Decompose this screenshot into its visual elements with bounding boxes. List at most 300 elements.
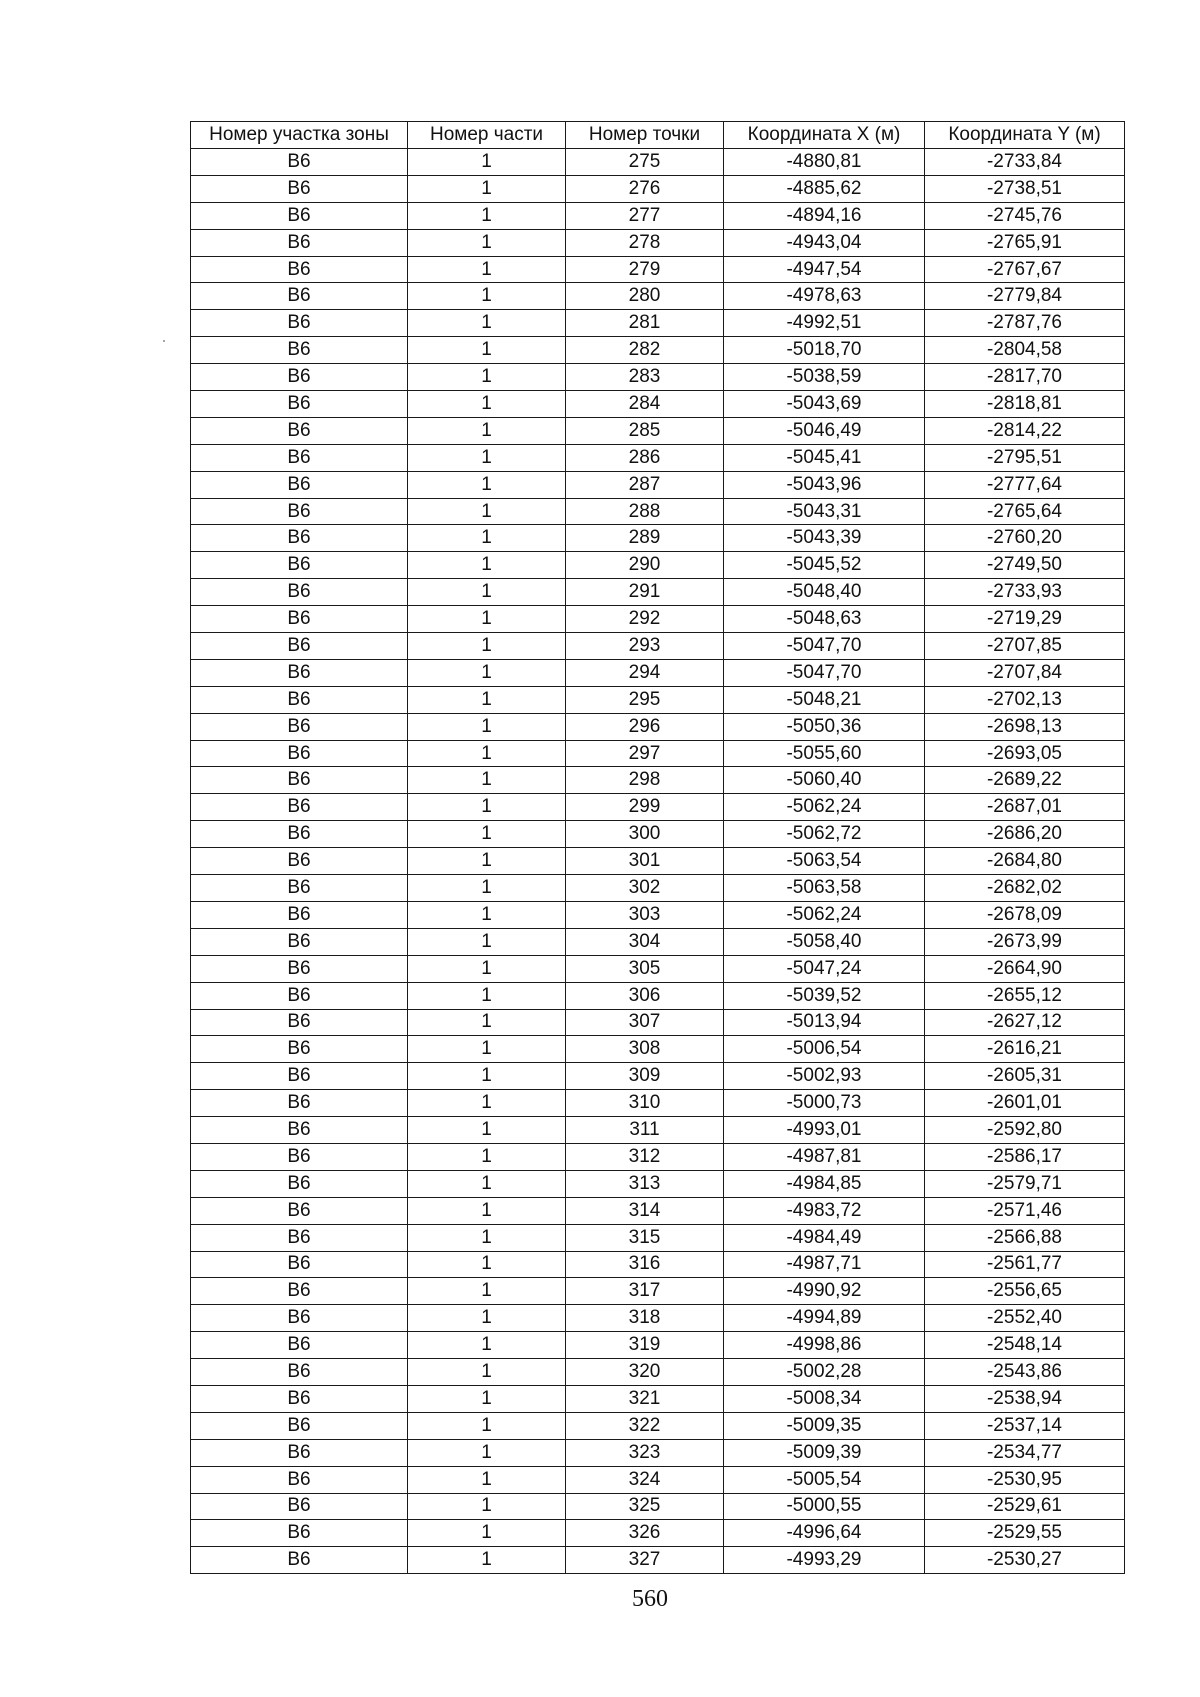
cell-zone-section: В6 [191, 283, 408, 310]
cell-coordinate-y: -2760,20 [925, 525, 1125, 552]
cell-part-number: 1 [408, 1224, 566, 1251]
header-zone-section: Номер участка зоны [191, 122, 408, 149]
cell-coordinate-y: -2616,21 [925, 1036, 1125, 1063]
cell-zone-section: В6 [191, 552, 408, 579]
cell-coordinate-y: -2627,12 [925, 1009, 1125, 1036]
cell-coordinate-y: -2765,64 [925, 498, 1125, 525]
header-row [191, 122, 1125, 149]
cell-coordinate-y: -2538,94 [925, 1385, 1125, 1412]
cell-part-number: 1 [408, 552, 566, 579]
cell-point-number: 277 [566, 202, 724, 229]
cell-coordinate-x: -5047,24 [724, 955, 925, 982]
cell-zone-section: В6 [191, 1063, 408, 1090]
cell-coordinate-y: -2686,20 [925, 821, 1125, 848]
cell-zone-section: В6 [191, 713, 408, 740]
cell-zone-section: В6 [191, 794, 408, 821]
cell-coordinate-y: -2543,86 [925, 1359, 1125, 1386]
cell-part-number: 1 [408, 740, 566, 767]
cell-part-number: 1 [408, 1305, 566, 1332]
cell-zone-section: В6 [191, 821, 408, 848]
cell-coordinate-y: -2684,80 [925, 848, 1125, 875]
cell-coordinate-x: -4993,29 [724, 1547, 925, 1574]
header-part-number: Номер части [408, 122, 566, 149]
cell-part-number: 1 [408, 1090, 566, 1117]
scan-speck [163, 340, 165, 342]
cell-coordinate-x: -5005,54 [724, 1466, 925, 1493]
cell-coordinate-x: -5062,24 [724, 901, 925, 928]
cell-zone-section: В6 [191, 1251, 408, 1278]
cell-coordinate-y: -2534,77 [925, 1439, 1125, 1466]
table-row [191, 1036, 1125, 1063]
table-row [191, 579, 1125, 606]
cell-part-number: 1 [408, 955, 566, 982]
cell-zone-section: В6 [191, 901, 408, 928]
cell-zone-section: В6 [191, 229, 408, 256]
table-row [191, 149, 1125, 176]
table-row [191, 1090, 1125, 1117]
cell-coordinate-x: -5055,60 [724, 740, 925, 767]
cell-coordinate-x: -5062,72 [724, 821, 925, 848]
table-row [191, 471, 1125, 498]
cell-point-number: 311 [566, 1117, 724, 1144]
cell-coordinate-x: -5043,96 [724, 471, 925, 498]
cell-zone-section: В6 [191, 364, 408, 391]
cell-coordinate-x: -4983,72 [724, 1197, 925, 1224]
cell-coordinate-y: -2601,01 [925, 1090, 1125, 1117]
cell-coordinate-x: -5063,58 [724, 875, 925, 902]
cell-coordinate-y: -2530,27 [925, 1547, 1125, 1574]
cell-point-number: 320 [566, 1359, 724, 1386]
cell-coordinate-y: -2779,84 [925, 283, 1125, 310]
cell-zone-section: В6 [191, 955, 408, 982]
cell-coordinate-x: -5048,63 [724, 606, 925, 633]
cell-zone-section: В6 [191, 202, 408, 229]
cell-coordinate-y: -2719,29 [925, 606, 1125, 633]
cell-point-number: 310 [566, 1090, 724, 1117]
table-row [191, 848, 1125, 875]
cell-point-number: 282 [566, 337, 724, 364]
cell-coordinate-y: -2586,17 [925, 1143, 1125, 1170]
cell-coordinate-x: -4987,81 [724, 1143, 925, 1170]
cell-coordinate-x: -5045,52 [724, 552, 925, 579]
cell-coordinate-y: -2804,58 [925, 337, 1125, 364]
table-row [191, 1063, 1125, 1090]
cell-coordinate-x: -4885,62 [724, 175, 925, 202]
cell-point-number: 287 [566, 471, 724, 498]
cell-coordinate-x: -4984,85 [724, 1170, 925, 1197]
cell-point-number: 326 [566, 1520, 724, 1547]
cell-coordinate-y: -2814,22 [925, 417, 1125, 444]
cell-zone-section: В6 [191, 1466, 408, 1493]
cell-coordinate-y: -2795,51 [925, 444, 1125, 471]
cell-point-number: 309 [566, 1063, 724, 1090]
cell-part-number: 1 [408, 875, 566, 902]
cell-zone-section: В6 [191, 498, 408, 525]
cell-point-number: 286 [566, 444, 724, 471]
cell-point-number: 297 [566, 740, 724, 767]
cell-part-number: 1 [408, 525, 566, 552]
cell-zone-section: В6 [191, 740, 408, 767]
cell-zone-section: В6 [191, 1197, 408, 1224]
cell-coordinate-x: -4894,16 [724, 202, 925, 229]
cell-point-number: 296 [566, 713, 724, 740]
table-row [191, 659, 1125, 686]
cell-zone-section: В6 [191, 1359, 408, 1386]
cell-coordinate-y: -2787,76 [925, 310, 1125, 337]
cell-zone-section: В6 [191, 417, 408, 444]
cell-part-number: 1 [408, 1143, 566, 1170]
cell-coordinate-x: -5060,40 [724, 767, 925, 794]
table-row [191, 310, 1125, 337]
cell-zone-section: В6 [191, 848, 408, 875]
cell-coordinate-y: -2689,22 [925, 767, 1125, 794]
cell-part-number: 1 [408, 633, 566, 660]
table-row [191, 740, 1125, 767]
cell-point-number: 303 [566, 901, 724, 928]
table-row [191, 1197, 1125, 1224]
header-coordinate-y: Координата Y (м) [925, 122, 1125, 149]
table-row [191, 1385, 1125, 1412]
cell-point-number: 280 [566, 283, 724, 310]
cell-zone-section: В6 [191, 579, 408, 606]
cell-part-number: 1 [408, 337, 566, 364]
cell-coordinate-x: -4990,92 [724, 1278, 925, 1305]
cell-point-number: 295 [566, 686, 724, 713]
cell-point-number: 281 [566, 310, 724, 337]
cell-coordinate-x: -5062,24 [724, 794, 925, 821]
cell-coordinate-x: -4880,81 [724, 149, 925, 176]
cell-part-number: 1 [408, 283, 566, 310]
cell-zone-section: В6 [191, 1143, 408, 1170]
cell-coordinate-y: -2698,13 [925, 713, 1125, 740]
cell-point-number: 300 [566, 821, 724, 848]
cell-part-number: 1 [408, 1439, 566, 1466]
cell-coordinate-x: -5046,49 [724, 417, 925, 444]
cell-point-number: 284 [566, 391, 724, 418]
cell-part-number: 1 [408, 1036, 566, 1063]
cell-coordinate-y: -2707,85 [925, 633, 1125, 660]
cell-part-number: 1 [408, 794, 566, 821]
cell-coordinate-x: -5018,70 [724, 337, 925, 364]
cell-part-number: 1 [408, 229, 566, 256]
cell-coordinate-y: -2529,61 [925, 1493, 1125, 1520]
cell-point-number: 306 [566, 982, 724, 1009]
table-row [191, 1547, 1125, 1574]
cell-part-number: 1 [408, 1359, 566, 1386]
cell-point-number: 289 [566, 525, 724, 552]
cell-zone-section: В6 [191, 767, 408, 794]
table-row [191, 606, 1125, 633]
table-row [191, 229, 1125, 256]
cell-zone-section: В6 [191, 1036, 408, 1063]
cell-coordinate-x: -4998,86 [724, 1332, 925, 1359]
cell-coordinate-y: -2693,05 [925, 740, 1125, 767]
cell-point-number: 292 [566, 606, 724, 633]
cell-point-number: 327 [566, 1547, 724, 1574]
cell-coordinate-x: -5047,70 [724, 633, 925, 660]
table-row [191, 337, 1125, 364]
cell-zone-section: В6 [191, 1117, 408, 1144]
cell-point-number: 312 [566, 1143, 724, 1170]
cell-part-number: 1 [408, 901, 566, 928]
cell-coordinate-y: -2745,76 [925, 202, 1125, 229]
cell-coordinate-y: -2682,02 [925, 875, 1125, 902]
cell-coordinate-y: -2561,77 [925, 1251, 1125, 1278]
cell-coordinate-y: -2537,14 [925, 1412, 1125, 1439]
cell-zone-section: В6 [191, 1278, 408, 1305]
cell-zone-section: В6 [191, 149, 408, 176]
cell-coordinate-x: -5000,55 [724, 1493, 925, 1520]
cell-part-number: 1 [408, 1547, 566, 1574]
cell-part-number: 1 [408, 310, 566, 337]
cell-coordinate-x: -5013,94 [724, 1009, 925, 1036]
cell-zone-section: В6 [191, 686, 408, 713]
table-row [191, 794, 1125, 821]
cell-part-number: 1 [408, 1493, 566, 1520]
cell-zone-section: В6 [191, 875, 408, 902]
table-header [191, 122, 1125, 149]
cell-zone-section: В6 [191, 1439, 408, 1466]
cell-point-number: 301 [566, 848, 724, 875]
cell-coordinate-x: -5043,31 [724, 498, 925, 525]
cell-part-number: 1 [408, 1170, 566, 1197]
cell-part-number: 1 [408, 659, 566, 686]
cell-zone-section: В6 [191, 982, 408, 1009]
cell-coordinate-y: -2664,90 [925, 955, 1125, 982]
cell-coordinate-x: -4996,64 [724, 1520, 925, 1547]
cell-coordinate-x: -5043,39 [724, 525, 925, 552]
cell-point-number: 288 [566, 498, 724, 525]
cell-coordinate-x: -5008,34 [724, 1385, 925, 1412]
table-row [191, 955, 1125, 982]
table-row [191, 1359, 1125, 1386]
cell-point-number: 322 [566, 1412, 724, 1439]
cell-coordinate-x: -5009,39 [724, 1439, 925, 1466]
cell-part-number: 1 [408, 1117, 566, 1144]
table-body [191, 149, 1125, 1574]
cell-part-number: 1 [408, 821, 566, 848]
cell-point-number: 290 [566, 552, 724, 579]
table-row [191, 1009, 1125, 1036]
cell-part-number: 1 [408, 848, 566, 875]
table-row [191, 1117, 1125, 1144]
cell-zone-section: В6 [191, 337, 408, 364]
table-row [191, 202, 1125, 229]
cell-coordinate-x: -5047,70 [724, 659, 925, 686]
cell-zone-section: В6 [191, 1332, 408, 1359]
cell-coordinate-x: -5002,28 [724, 1359, 925, 1386]
cell-part-number: 1 [408, 1520, 566, 1547]
cell-part-number: 1 [408, 256, 566, 283]
table-row [191, 821, 1125, 848]
cell-point-number: 325 [566, 1493, 724, 1520]
cell-part-number: 1 [408, 175, 566, 202]
cell-zone-section: В6 [191, 391, 408, 418]
cell-zone-section: В6 [191, 1493, 408, 1520]
cell-point-number: 307 [566, 1009, 724, 1036]
cell-part-number: 1 [408, 606, 566, 633]
cell-point-number: 305 [566, 955, 724, 982]
cell-part-number: 1 [408, 1412, 566, 1439]
table-row [191, 1305, 1125, 1332]
cell-coordinate-y: -2738,51 [925, 175, 1125, 202]
cell-coordinate-x: -5050,36 [724, 713, 925, 740]
table-row [191, 875, 1125, 902]
table-row [191, 1143, 1125, 1170]
cell-zone-section: В6 [191, 1385, 408, 1412]
cell-coordinate-x: -4984,49 [724, 1224, 925, 1251]
coordinates-table [190, 121, 1125, 1574]
cell-point-number: 316 [566, 1251, 724, 1278]
cell-coordinate-y: -2765,91 [925, 229, 1125, 256]
cell-coordinate-x: -5002,93 [724, 1063, 925, 1090]
table-row [191, 1466, 1125, 1493]
cell-zone-section: В6 [191, 256, 408, 283]
cell-coordinate-x: -4947,54 [724, 256, 925, 283]
cell-part-number: 1 [408, 471, 566, 498]
cell-coordinate-y: -2605,31 [925, 1063, 1125, 1090]
cell-coordinate-x: -5063,54 [724, 848, 925, 875]
table-row [191, 1251, 1125, 1278]
cell-zone-section: В6 [191, 1009, 408, 1036]
cell-coordinate-y: -2702,13 [925, 686, 1125, 713]
cell-coordinate-y: -2530,95 [925, 1466, 1125, 1493]
cell-part-number: 1 [408, 982, 566, 1009]
cell-part-number: 1 [408, 767, 566, 794]
cell-point-number: 317 [566, 1278, 724, 1305]
cell-point-number: 278 [566, 229, 724, 256]
cell-point-number: 275 [566, 149, 724, 176]
table-row [191, 901, 1125, 928]
cell-coordinate-y: -2529,55 [925, 1520, 1125, 1547]
cell-point-number: 308 [566, 1036, 724, 1063]
table-row [191, 767, 1125, 794]
cell-zone-section: В6 [191, 1547, 408, 1574]
cell-part-number: 1 [408, 1278, 566, 1305]
cell-point-number: 279 [566, 256, 724, 283]
table-row [191, 686, 1125, 713]
cell-point-number: 276 [566, 175, 724, 202]
table-row [191, 364, 1125, 391]
table-row [191, 1332, 1125, 1359]
cell-coordinate-y: -2749,50 [925, 552, 1125, 579]
cell-zone-section: В6 [191, 928, 408, 955]
cell-part-number: 1 [408, 1197, 566, 1224]
cell-zone-section: В6 [191, 175, 408, 202]
cell-coordinate-x: -5006,54 [724, 1036, 925, 1063]
cell-part-number: 1 [408, 202, 566, 229]
cell-coordinate-x: -4993,01 [724, 1117, 925, 1144]
header-point-number: Номер точки [566, 122, 724, 149]
header-coordinate-x: Координата X (м) [724, 122, 925, 149]
table-row [191, 633, 1125, 660]
cell-zone-section: В6 [191, 1170, 408, 1197]
cell-point-number: 324 [566, 1466, 724, 1493]
page-number: 560 [632, 1586, 668, 1612]
table-row [191, 175, 1125, 202]
cell-coordinate-x: -4987,71 [724, 1251, 925, 1278]
cell-coordinate-x: -5045,41 [724, 444, 925, 471]
cell-zone-section: В6 [191, 633, 408, 660]
cell-coordinate-x: -5009,35 [724, 1412, 925, 1439]
cell-coordinate-y: -2687,01 [925, 794, 1125, 821]
table-row [191, 391, 1125, 418]
cell-zone-section: В6 [191, 1090, 408, 1117]
table-row [191, 525, 1125, 552]
cell-coordinate-y: -2592,80 [925, 1117, 1125, 1144]
cell-zone-section: В6 [191, 471, 408, 498]
cell-zone-section: В6 [191, 1412, 408, 1439]
cell-point-number: 318 [566, 1305, 724, 1332]
table-row [191, 1439, 1125, 1466]
cell-coordinate-x: -4978,63 [724, 283, 925, 310]
cell-zone-section: В6 [191, 1520, 408, 1547]
cell-coordinate-y: -2678,09 [925, 901, 1125, 928]
cell-coordinate-x: -5048,21 [724, 686, 925, 713]
cell-coordinate-x: -4943,04 [724, 229, 925, 256]
cell-point-number: 293 [566, 633, 724, 660]
cell-coordinate-x: -5043,69 [724, 391, 925, 418]
cell-coordinate-y: -2733,93 [925, 579, 1125, 606]
cell-part-number: 1 [408, 1466, 566, 1493]
cell-point-number: 299 [566, 794, 724, 821]
cell-zone-section: В6 [191, 1305, 408, 1332]
cell-coordinate-y: -2818,81 [925, 391, 1125, 418]
cell-point-number: 285 [566, 417, 724, 444]
cell-part-number: 1 [408, 1251, 566, 1278]
table-row [191, 982, 1125, 1009]
cell-zone-section: В6 [191, 659, 408, 686]
table-row [191, 1493, 1125, 1520]
cell-point-number: 321 [566, 1385, 724, 1412]
cell-point-number: 304 [566, 928, 724, 955]
cell-zone-section: В6 [191, 606, 408, 633]
cell-coordinate-y: -2733,84 [925, 149, 1125, 176]
cell-part-number: 1 [408, 444, 566, 471]
cell-point-number: 323 [566, 1439, 724, 1466]
cell-coordinate-x: -5000,73 [724, 1090, 925, 1117]
cell-coordinate-x: -5038,59 [724, 364, 925, 391]
cell-coordinate-y: -2579,71 [925, 1170, 1125, 1197]
cell-coordinate-y: -2566,88 [925, 1224, 1125, 1251]
cell-coordinate-x: -5048,40 [724, 579, 925, 606]
cell-part-number: 1 [408, 364, 566, 391]
cell-point-number: 283 [566, 364, 724, 391]
cell-part-number: 1 [408, 149, 566, 176]
cell-part-number: 1 [408, 391, 566, 418]
cell-coordinate-y: -2552,40 [925, 1305, 1125, 1332]
cell-coordinate-y: -2777,64 [925, 471, 1125, 498]
cell-part-number: 1 [408, 1332, 566, 1359]
cell-coordinate-y: -2767,67 [925, 256, 1125, 283]
cell-coordinate-y: -2548,14 [925, 1332, 1125, 1359]
cell-zone-section: В6 [191, 1224, 408, 1251]
cell-coordinate-x: -5058,40 [724, 928, 925, 955]
cell-coordinate-y: -2571,46 [925, 1197, 1125, 1224]
cell-zone-section: В6 [191, 310, 408, 337]
table-row [191, 444, 1125, 471]
table-row [191, 283, 1125, 310]
cell-point-number: 313 [566, 1170, 724, 1197]
table-row [191, 1520, 1125, 1547]
cell-coordinate-x: -4992,51 [724, 310, 925, 337]
cell-part-number: 1 [408, 498, 566, 525]
cell-part-number: 1 [408, 579, 566, 606]
cell-coordinate-y: -2655,12 [925, 982, 1125, 1009]
cell-part-number: 1 [408, 1385, 566, 1412]
cell-part-number: 1 [408, 417, 566, 444]
table-row [191, 1170, 1125, 1197]
